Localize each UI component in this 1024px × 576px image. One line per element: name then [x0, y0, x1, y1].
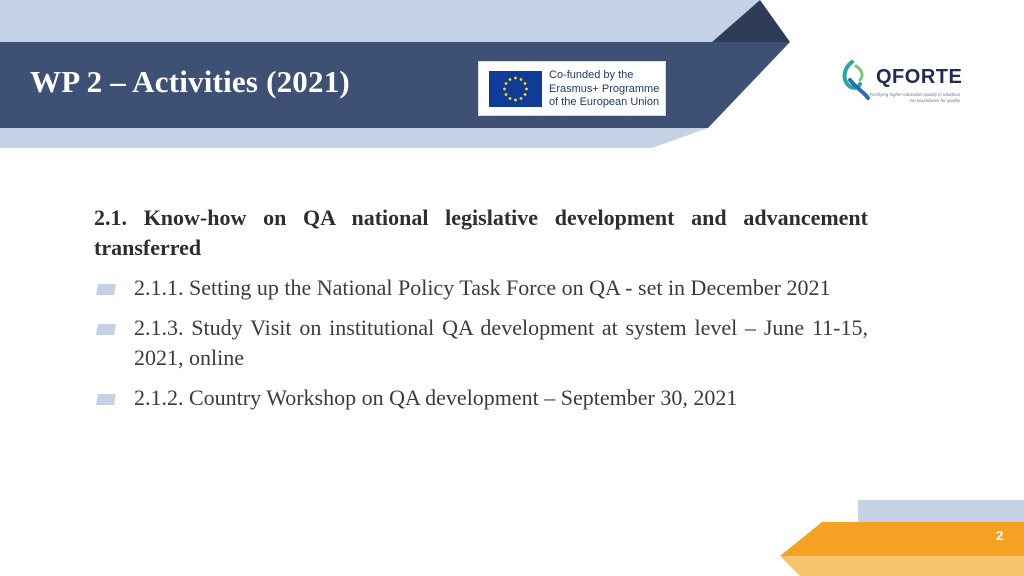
- qforte-logo: [838, 58, 968, 104]
- top-light-band: [0, 0, 760, 42]
- bullet-text: 2.1.1. Setting up the National Policy Task Force on QA - set in December 2021: [134, 275, 831, 300]
- bottom-orange-band: [780, 522, 1024, 556]
- bullet-text: 2.1.2. Country Workshop on QA development – September 30, 2021: [134, 385, 738, 410]
- eu-logo-text: [549, 69, 659, 110]
- qforte-tagline-line-1: Fortifying higher education quality in Moldova: [869, 92, 960, 97]
- bullet-marker-icon: [96, 284, 116, 295]
- eu-cofunded-logo: [478, 61, 666, 116]
- bullet-item: [94, 383, 868, 413]
- eu-flag-icon: [489, 71, 542, 107]
- eu-logo-line-1: Co-funded by the: [549, 69, 634, 81]
- qforte-tagline-line-2: No boundaries for quality: [909, 97, 960, 103]
- eu-logo-line-3: of the European Union: [549, 96, 660, 108]
- header-light-underband: [0, 128, 708, 148]
- qforte-logo-name: QFORTE: [876, 66, 963, 88]
- eu-logo-line-2: Erasmus+ Programme: [549, 82, 660, 95]
- bullet-marker-icon: [96, 394, 116, 405]
- page-number: 2: [996, 528, 1004, 543]
- bullet-marker-icon: [96, 324, 116, 335]
- slide-title: WP 2 – Activities (2021): [30, 64, 350, 99]
- bullet-text: 2.1.3. Study Visit on institutional QA development at system level – June 11-15, 2021, online: [134, 315, 868, 370]
- bottom-orange-shadow: [780, 556, 1024, 576]
- qforte-logo-tagline: [868, 92, 960, 103]
- bullet-item: [94, 273, 868, 303]
- slide-body: [94, 203, 868, 413]
- bullet-item: [94, 313, 868, 373]
- section-heading: 2.1. Know-how on QA national legislative development and advancement transferred: [94, 205, 868, 260]
- qforte-emblem-icon: [838, 58, 872, 104]
